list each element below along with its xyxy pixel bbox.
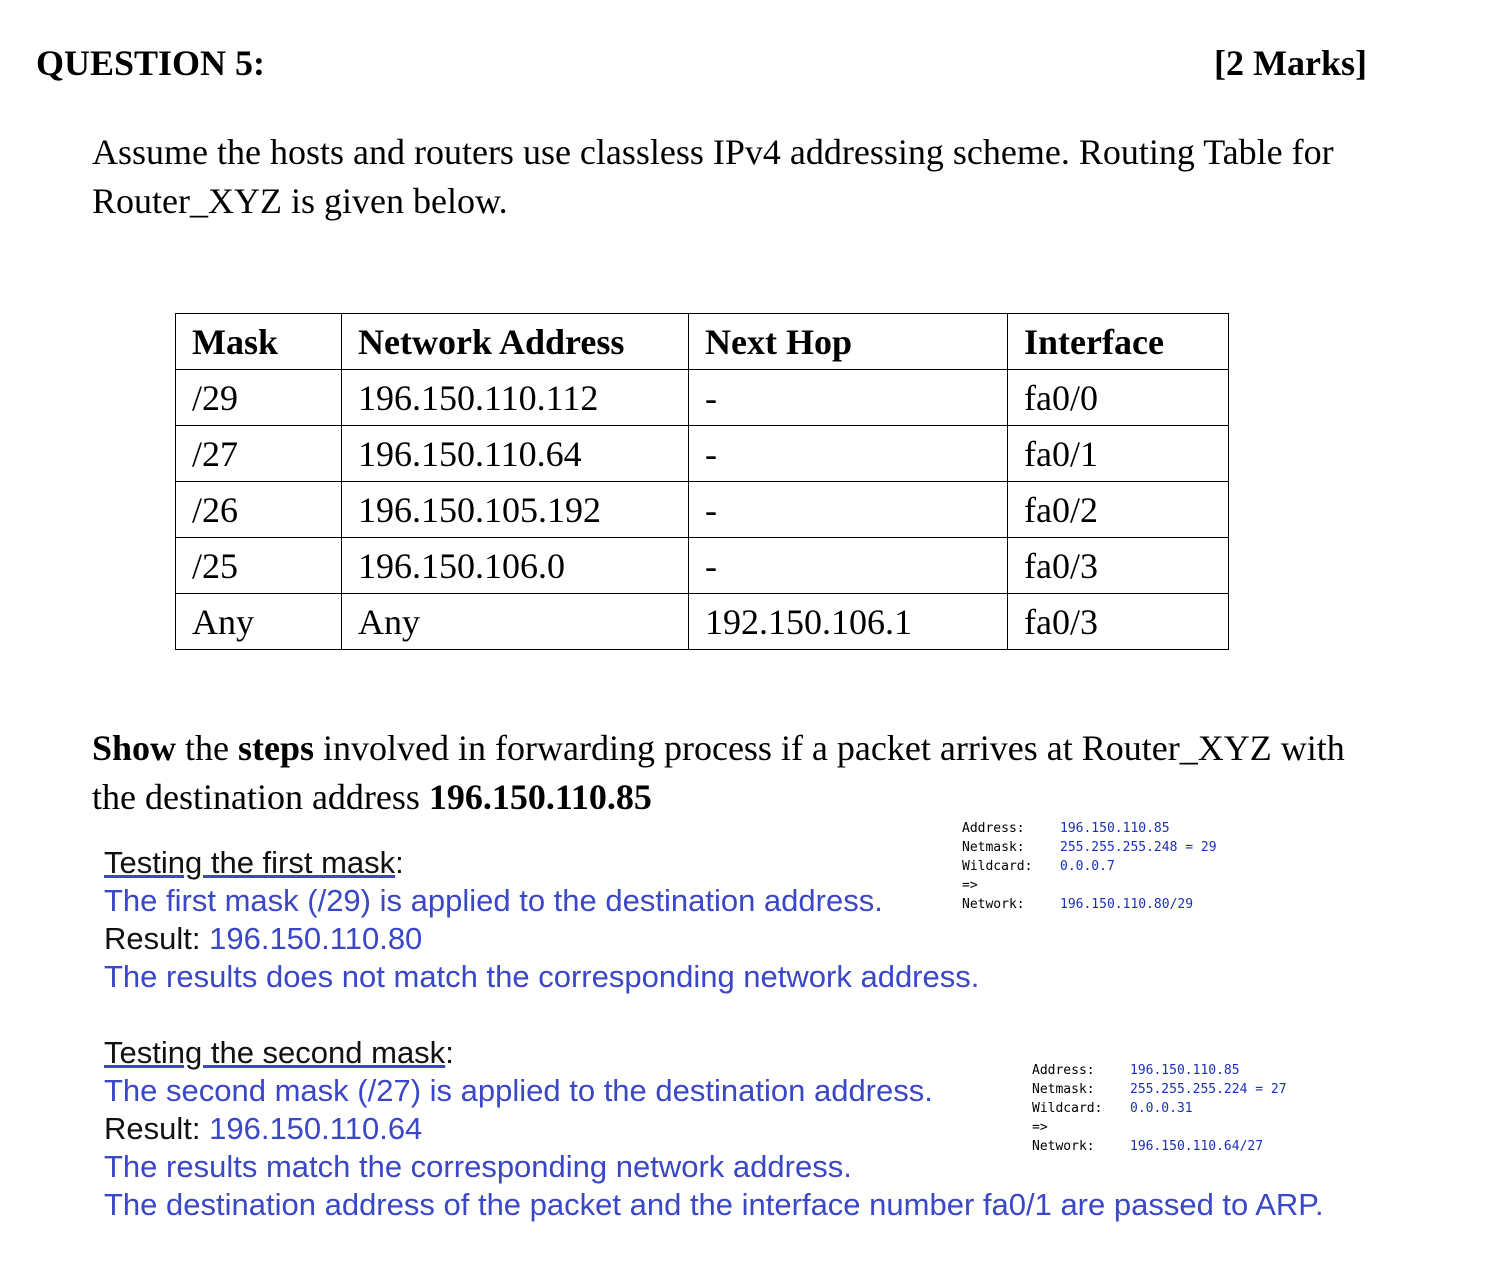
cell-interface: fa0/2	[1008, 482, 1229, 538]
cell-next-hop: -	[689, 482, 1008, 538]
answer1-heading: Testing the first mask	[104, 845, 396, 880]
marks-label: [2 Marks]	[1214, 43, 1367, 83]
calc2-address-value: 196.150.110.85	[1130, 1063, 1240, 1078]
task-text	[92, 724, 1392, 822]
answer2-line1: The second mask (/27) is applied to the destination address.	[104, 1073, 933, 1108]
cell-next-hop: -	[689, 370, 1008, 426]
cell-interface: fa0/1	[1008, 426, 1229, 482]
calc1-arrow: =>	[962, 878, 978, 893]
calc1-wildcard-value: 0.0.0.7	[1060, 859, 1115, 874]
answer1-colon: :	[395, 845, 404, 880]
answer1-result-value: 196.150.110.80	[209, 921, 423, 956]
cell-next-hop: -	[689, 538, 1008, 594]
calc2-network-label: Network:	[1032, 1139, 1095, 1154]
calc1-netmask-label: Netmask:	[962, 840, 1025, 855]
answer1-line3: The results does not match the corresponding network address.	[104, 959, 980, 994]
answer1-result-label: Result:	[104, 921, 210, 956]
cell-mask: /25	[176, 538, 342, 594]
calc2-netmask-value: 255.255.255.224 = 27	[1130, 1082, 1287, 1097]
table-row	[176, 594, 1229, 650]
answer2-colon: :	[445, 1035, 454, 1070]
answer1-heading-line	[104, 844, 1024, 882]
task-address: 196.150.110.85	[428, 777, 652, 817]
table-header-row	[176, 314, 1229, 370]
cell-interface: fa0/0	[1008, 370, 1229, 426]
calc2-network-value: 196.150.110.64/27	[1130, 1139, 1264, 1154]
cell-mask: /26	[176, 482, 342, 538]
table-row	[176, 482, 1229, 538]
header-interface: Interface	[1008, 314, 1229, 370]
cell-interface: fa0/3	[1008, 594, 1229, 650]
answer1-line1: The first mask (/29) is applied to the destination address.	[104, 883, 883, 918]
answer2-result-value: 196.150.110.64	[209, 1111, 423, 1146]
calc1-wildcard-label: Wildcard:	[962, 859, 1033, 874]
cell-network: 196.150.105.192	[342, 482, 689, 538]
calc1-address-value: 196.150.110.85	[1060, 821, 1170, 836]
cell-mask: /29	[176, 370, 342, 426]
calc2-address-label: Address:	[1032, 1063, 1095, 1078]
answer-first-mask	[104, 844, 1024, 996]
calc-box-1	[962, 819, 1217, 914]
cell-network: Any	[342, 594, 689, 650]
cell-network: 196.150.110.112	[342, 370, 689, 426]
answer2-line4: The destination address of the packet and the interface number fa0/1 are passed to ARP.	[104, 1187, 1324, 1222]
table-row	[176, 426, 1229, 482]
task-steps: steps	[238, 728, 315, 768]
answer2-result-label: Result:	[104, 1111, 210, 1146]
calc-box-2	[1032, 1061, 1287, 1156]
question-title: QUESTION 5:	[36, 43, 266, 83]
calc1-network-value: 196.150.110.80/29	[1060, 897, 1194, 912]
cell-mask: /27	[176, 426, 342, 482]
table-row	[176, 370, 1229, 426]
intro-text: Assume the hosts and routers use classless IPv4 addressing scheme. Routing Table for Router_XYZ is given below.	[92, 132, 1334, 221]
calc2-arrow: =>	[1032, 1120, 1048, 1135]
task-rest: involved in forwarding process if a packet arrives at Router_XYZ with the destination address	[92, 728, 1345, 817]
task-show: Show	[92, 728, 177, 768]
cell-next-hop: -	[689, 426, 1008, 482]
table-row	[176, 538, 1229, 594]
answer2-line3: The results match the corresponding network address.	[104, 1149, 852, 1184]
calc2-netmask-label: Netmask:	[1032, 1082, 1095, 1097]
answer1-result-line	[104, 920, 1024, 958]
calc1-network-label: Network:	[962, 897, 1025, 912]
header-network-address: Network Address	[342, 314, 689, 370]
calc1-netmask-value: 255.255.255.248 = 29	[1060, 840, 1217, 855]
calc2-wildcard-label: Wildcard:	[1032, 1101, 1103, 1116]
answer2-heading: Testing the second mask	[104, 1035, 446, 1070]
routing-table	[175, 313, 1229, 650]
calc2-wildcard-value: 0.0.0.31	[1130, 1101, 1193, 1116]
header-mask: Mask	[176, 314, 342, 370]
cell-next-hop: 192.150.106.1	[689, 594, 1008, 650]
calc1-address-label: Address:	[962, 821, 1025, 836]
task-the: the	[176, 728, 239, 768]
cell-network: 196.150.106.0	[342, 538, 689, 594]
header-next-hop: Next Hop	[689, 314, 1008, 370]
cell-interface: fa0/3	[1008, 538, 1229, 594]
cell-mask: Any	[176, 594, 342, 650]
cell-network: 196.150.110.64	[342, 426, 689, 482]
